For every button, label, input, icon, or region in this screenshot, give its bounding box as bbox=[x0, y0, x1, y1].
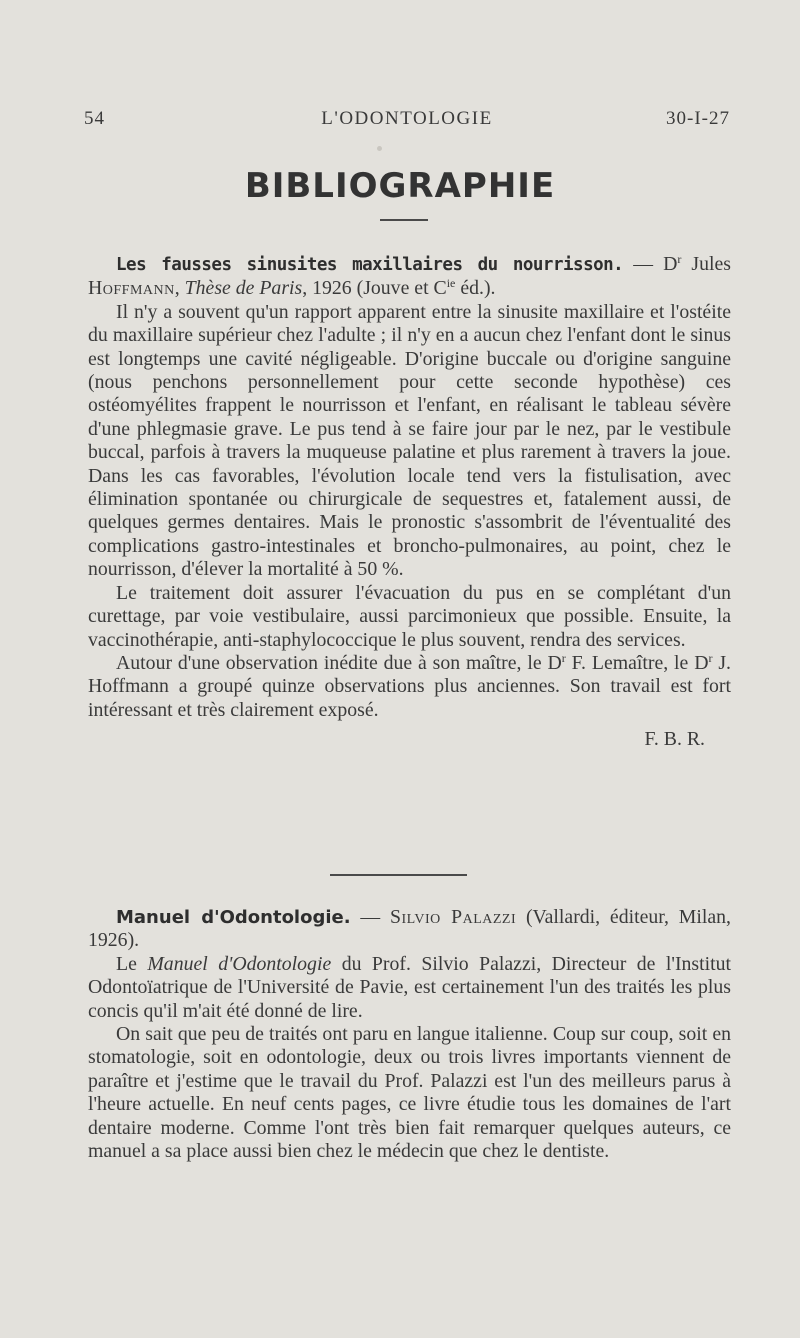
review-2-paragraph-1: Le Manuel d'Odontologie du Prof. Silvio Palazzi, Directeur de l'Institut Odontoïatrique de l'Université de Pavie, est certainement l'un des traités les plus concis qu'il m'ait été donné de lire. bbox=[88, 952, 732, 1022]
review-2-heading: Manuel d'Odontologie. bbox=[116, 907, 351, 928]
review-1-author: Hoffmann bbox=[88, 277, 175, 300]
review-1-citation: Les fausses sinusites maxillaires du nourrisson. — $D^r$ Jules Hoffmann, Thèse de Paris, 1926 (Jouve et $C^{ie}$ éd.). bbox=[88, 252, 731, 300]
running-header bbox=[84, 108, 730, 136]
section-title: BIBLIOGRAPHIE bbox=[244, 166, 556, 206]
review-2-paragraph-2: On sait que peu de traités ont paru en langue italienne. Coup sur coup, soit en stomatologie, soit en odontologie, deux ou trois livres importants viennent de paraître et j'estime que le travail du Prof. Palazzi est l'un des meilleurs parus à l'heure actuelle. En neuf cents pages, ce livre étudie tous les domaines de l'art dentaire moderne. Comme l'ont très bien fait remarquer quelques auteurs, ce manuel a sa place aussi bien chez le médecin que chez le dentiste. bbox=[88, 1023, 731, 1163]
review-2-book-title: Manuel d'Odontologie bbox=[147, 952, 332, 975]
ink-speck bbox=[377, 146, 382, 151]
page-number: 54 bbox=[84, 108, 105, 129]
review-1-signature: F. B. R. bbox=[644, 728, 705, 751]
review-1-paragraph-2: Le traitement doit assurer l'évacuation du pus en se complétant d'un curettage, par voie vestibulaire, aussi parcimonieux que possible. Ensuite, la vaccinothérapie, anti-staphylococcique le plus souvent, rendra des services. bbox=[88, 581, 731, 651]
separator-rule bbox=[330, 874, 467, 876]
review-2-citation: Manuel d'Odontologie. — Silvio Palazzi (Vallardi, éditeur, Milan, 1926). bbox=[88, 906, 732, 952]
review-1 bbox=[88, 253, 731, 752]
review-1-work: Thèse de Paris bbox=[184, 277, 303, 300]
author-title: D bbox=[663, 253, 678, 275]
review-1-paragraph-1: Il n'y a souvent qu'un rapport apparent entre la sinusite maxillaire et l'ostéite du maxillaire supérieur chez l'adulte ; il n'y en a aucun chez l'enfant dont le sinus est longtemps une cavité négligeable. D'origine buccale ou d'origine sanguine (nous penchons personnellement pour cette seconde hypothèse) ces ostéomyélites frappent le nourrisson et l'enfant, en réalisant le tableau sévère d'une phlegmasie grave. Le pus tend à se faire jour par le nez, par le vestibule buccal, parfois à travers la muqueuse palatine et plus rarement à travers la joue. Dans les cas favorables, l'évolution locale tend vers la fistulisation, avec élimination spontanée ou chirurgicale de sequestres et, fatalement aussi, de quelques germes dentaires. Mais le pronostic s'assombrit de l'éventualité des complications gastro-intestinales et broncho-pulmonaires, au point, chez le nourrisson, d'élever la mortalité à 50 %. bbox=[88, 300, 731, 581]
journal-title: L'ODONTOLOGIE bbox=[321, 108, 493, 129]
issue-date: 30-I-27 bbox=[666, 108, 730, 129]
review-2-author: Silvio Palazzi bbox=[389, 906, 517, 928]
review-1-heading: Les fausses sinusites maxillaires du nourrisson. bbox=[116, 255, 624, 275]
review-2 bbox=[88, 906, 731, 1163]
title-rule bbox=[380, 219, 428, 221]
review-1-paragraph-3: Autour d'une observation inédite due à son maître, le $D^r$ F. Lemaître, le $D^r$ J. Hoffmann a groupé quinze observations plus anciennes. Son travail est fort intéressant et très clairement exposé. bbox=[88, 650, 731, 721]
